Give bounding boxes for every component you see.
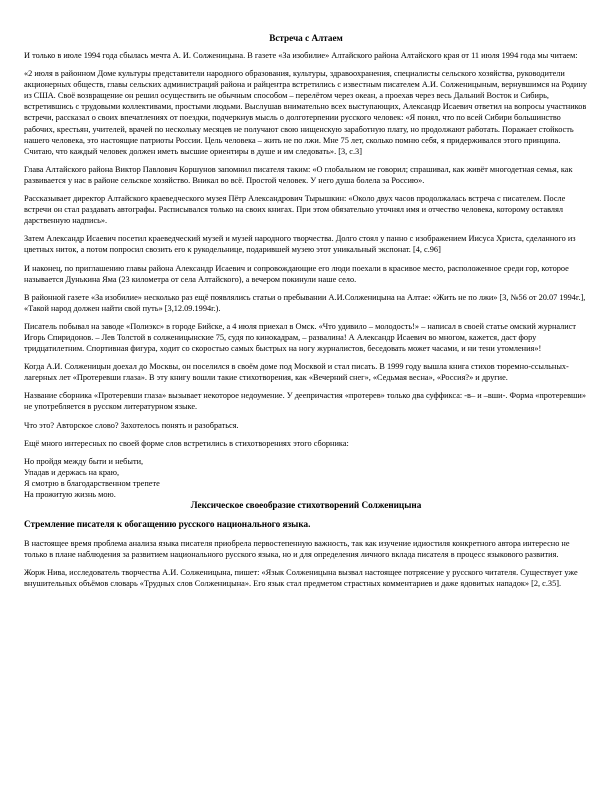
paragraph: И наконец, по приглашению главы района Александр Исаевич и сопровождающие его люди поехали в красивое место, расположенное среди гор, которое называется Дунькина Яма (23 километра от села Алтайского), а вечером покинули наше село. [24, 263, 569, 284]
paragraph: Писатель побывал на заводе «Полиэкс» в городе Бийске, а 4 июля приехал в Омск. «Что удивило – молодость!» – написал в своей статье омский журналист Игорь Спиридонов. – Лев Толстой в солженицынские 75, судя по кинокадрам, – развалина! А Александр Исаевич во многом, кажется, даст фору тридцатилетним. Спортивная фигура, ходит со скоростью самых быстрых на ногу журналистов, беседовать может часами, и ни тени утомления»! [24, 321, 577, 354]
paragraph: Жорж Нива, исследователь творчества А.И. Солженицына, пишет: «Язык Солженицына вызвал настоящее потрясение у русского читателя. Существует уже внушительных объёмов словарь «Трудных слов Солженицына». Его язык стал предметом страстных комментариев и даже ядовитых нападок» [2, с.35]. [24, 568, 578, 589]
paragraph: Ещё много интересных по своей форме слов встретились в стихотворениях этого сборника: [24, 438, 349, 448]
paragraph: Рассказывает директор Алтайского краеведческого музея Пётр Александрович Тырышкин: «Около двух часов продолжалась встреча с писателем. После встречи он стал раздавать автографы. Расписывался только на своих книгах. При этом обязательно уточнял имя и отчество человека, которому оставлял дарственную надпись». [24, 194, 566, 226]
poem-quote [24, 456, 588, 500]
paragraph: В настоящее время проблема анализа языка писателя приобрела первостепенную важность, так как изучение идиостиля конкретного автора интересно не только в плане наблюдения за развитием национального русского языка, но и для определения личного вклада писателя в процесс языкового развития. [24, 539, 570, 560]
poem-line: Но пройдя между быти и небыти, [24, 456, 144, 466]
poem-line: Упадав и держась на краю, [24, 467, 120, 477]
document-title: Встреча с Алтаем [269, 33, 343, 43]
paragraph: Затем Александр Исаевич посетил краеведческий музей и музей народного творчества. Долго стоял у панно с изображением Иисуса Христа, сделанного из цветных ниток, а потом попросил свозить его к рукодельнице, подарившей музею этот уникальный экспонат. [4, с.96] [24, 234, 576, 255]
paragraph: Что это? Авторское слово? Захотелось понять и разобраться. [24, 420, 239, 430]
paragraph: Название сборника «Протеревши глаза» вызывает некоторое недоумение. У деепричастия «протерев» только два суффикса: -в– и –вши-. Форма «протеревши» не употребляется в русском литературном языке. [24, 391, 587, 412]
paragraph: «2 июля в районном Доме культуры представители народного образования, культуры, здравоохранения, специалисты сельского хозяйства, руководители акционерных обществ, главы сельских администраций района и райцентра встретились с известным писателем А.И. Солженицыным, вернувшимся на Родину из США. Своё возвращение он решил осуществить не обычным способом – перелётом через океан, а проехав через весь Дальний Восток и Сибирь, встретившись с трудовыми коллективами, простыми людьми. Выслушав внимательно всех выступающих, Александр Исаевич ответил на вопросы участников встречи, рассказал о своих впечатлениях от поездки, подчеркнув мысль о долготерпении русского человек: «Я понял, что по всей Сибири большинство рабочих, крестьян, учителей, врачей по нескольку месяцев не получают свою нищенскую заработную плату, но продолжают работать. Поражает стойкость нашего человека, это настоящие патриоты России. Цель человека – жить не по лжи. Мне 75 лет, сколько помню себя, я придерживался этого принципа. Считаю, что каждый человек должен иметь высшие ориентиры в душе и им следовать». [3, с.3] [24, 69, 588, 156]
paragraph: Глава Алтайского района Виктор Павлович Коршунов запомнил писателя таким: «О глобальном не говорил; спрашивал, как живёт многодетная семья, как развивается у нас в районе сельское хозяйство. Вникал во всё. Простой человек. У него душа болела за Россию». [24, 164, 573, 185]
section-title: Лексическое своеобразие стихотворений Солженицына [190, 500, 422, 511]
poem-line: Я смотрю в благодарственном трепете [24, 478, 160, 488]
section-subheading: Стремление писателя к обогащению русского национального языка. [24, 519, 311, 530]
paragraph: В районной газете «За изобилие» несколько раз ещё появлялись статьи о пребывании А.И.Солженицына на Алтае: «Жить не по лжи» [3, №56 от 20.07 1994г.], «Такой народ должен найти свой путь» [3,12.09.1994г.). [24, 292, 586, 313]
paragraph: И только в июле 1994 года сбылась мечта А. И. Солженицына. В газете «За изобилие» Алтайского района Алтайского края от 11 июля 1994 года мы читаем: [24, 51, 578, 60]
poem-line: На прожитую жизнь мою. [24, 490, 116, 499]
paragraph: Когда А.И. Солженицын доехал до Москвы, он поселился в своём доме под Москвой и стал писать. В 1999 году вышла книга стихов тюремно-ссыльных-лагерных лет «Протеревши глаза». В эту книгу вошли такие стихотворения, как «Вечерний снег», «Седьмая весна», «Россия?» и другие. [24, 362, 569, 383]
